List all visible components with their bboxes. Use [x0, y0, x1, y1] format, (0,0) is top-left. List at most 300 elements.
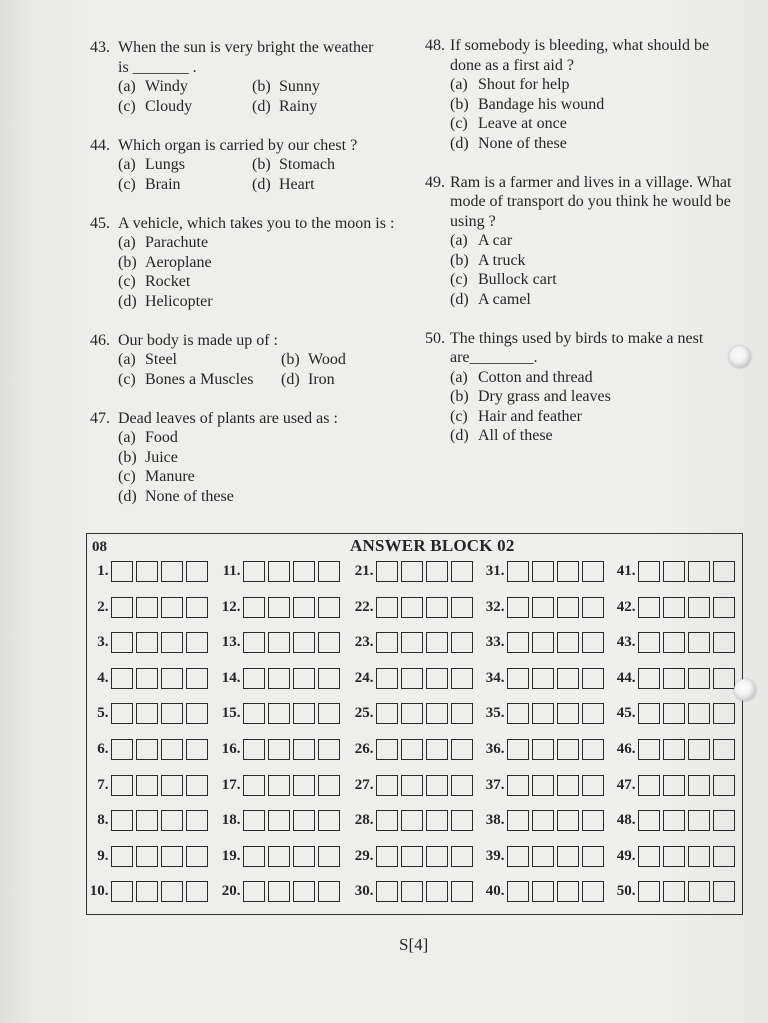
answer-box — [401, 810, 423, 831]
answer-box — [243, 597, 265, 618]
answer-item — [217, 775, 340, 796]
answer-box — [507, 775, 529, 796]
answer-box — [532, 775, 554, 796]
answer-box — [111, 597, 133, 618]
answer-box — [243, 775, 265, 796]
right-question-column — [425, 36, 731, 465]
answer-item — [85, 775, 208, 796]
answer-number: 41. — [616, 563, 636, 579]
answer-box — [638, 846, 660, 867]
answer-box — [507, 668, 529, 689]
option-text: Cotton and thread — [478, 368, 593, 386]
question-number: 46. — [90, 331, 110, 349]
answer-box — [713, 739, 735, 760]
answer-number: 30. — [354, 883, 374, 900]
question-line — [425, 212, 731, 232]
answer-box — [136, 703, 158, 724]
answer-box — [451, 668, 473, 689]
answer-item — [350, 810, 473, 831]
question-46 — [90, 331, 394, 390]
answer-box — [136, 739, 158, 760]
option-c — [118, 97, 252, 117]
answer-box — [638, 703, 660, 724]
answer-box — [186, 561, 208, 582]
question-line — [90, 214, 394, 234]
answer-box — [186, 597, 208, 618]
option-text: Food — [145, 429, 178, 446]
answer-box — [186, 668, 208, 689]
answer-item — [217, 810, 340, 831]
answer-box — [161, 810, 183, 831]
answer-box — [557, 810, 579, 831]
answer-box — [582, 846, 604, 867]
answer-box — [638, 881, 660, 902]
answer-box — [268, 632, 290, 653]
answer-number: 38. — [485, 812, 505, 829]
option-label: (d) — [118, 487, 137, 505]
answer-box — [582, 668, 604, 689]
answer-box — [376, 775, 398, 796]
answer-box — [557, 561, 579, 582]
answer-number: 22. — [354, 598, 374, 615]
answer-box — [376, 810, 398, 831]
left-question-column — [90, 38, 394, 526]
answer-item — [85, 881, 208, 902]
answer-number: 44. — [616, 669, 636, 686]
answer-box — [451, 881, 473, 902]
answer-number: 45. — [616, 705, 636, 722]
answer-box — [401, 739, 423, 760]
answer-number: 7. — [97, 776, 109, 793]
option-text: Aeroplane — [145, 253, 212, 271]
answer-box — [293, 597, 315, 618]
option-label: (b) — [252, 78, 271, 95]
answer-number: 8. — [97, 812, 109, 829]
answer-box — [451, 775, 473, 796]
answer-box — [318, 775, 340, 796]
question-47 — [90, 409, 394, 507]
answer-box — [376, 739, 398, 760]
answer-box — [663, 739, 685, 760]
answer-number: 25. — [354, 705, 374, 722]
answer-item — [612, 881, 735, 902]
answer-number: 21. — [354, 563, 374, 579]
answer-box — [111, 846, 133, 867]
option-a — [118, 77, 252, 97]
answer-box — [161, 775, 183, 796]
option-label: (b) — [281, 351, 300, 368]
answer-box — [111, 703, 133, 724]
answer-item — [217, 881, 340, 902]
option-b — [281, 350, 346, 370]
option-b — [252, 77, 320, 97]
answer-box — [243, 881, 265, 902]
answer-box — [376, 561, 398, 582]
answer-box — [557, 668, 579, 689]
question-line — [425, 36, 731, 56]
answer-box — [268, 668, 290, 689]
answer-box — [136, 846, 158, 867]
option-d — [450, 134, 731, 154]
answer-item — [481, 668, 604, 689]
answer-box — [243, 632, 265, 653]
answer-box — [532, 881, 554, 902]
answer-box — [557, 881, 579, 902]
answer-item — [85, 597, 208, 618]
answer-number: 15. — [221, 705, 241, 722]
answer-box — [507, 597, 529, 618]
answer-box — [376, 881, 398, 902]
option-label: (b) — [450, 388, 469, 405]
answer-box — [401, 775, 423, 796]
answer-number: 40. — [485, 883, 505, 900]
answer-box — [451, 703, 473, 724]
options — [90, 155, 394, 194]
option-text: Brain — [145, 175, 181, 193]
answer-box — [111, 632, 133, 653]
answer-box — [713, 846, 735, 867]
option-text: Bandage his wound — [478, 95, 605, 113]
option-label: (a) — [118, 429, 136, 446]
answer-number: 9. — [97, 847, 109, 864]
answer-box — [186, 810, 208, 831]
answer-box — [582, 739, 604, 760]
option-label: (c) — [450, 115, 468, 132]
answer-box — [318, 846, 340, 867]
answer-box — [293, 881, 315, 902]
answer-box — [638, 810, 660, 831]
answer-item — [85, 810, 208, 831]
answer-item — [350, 703, 473, 724]
answer-box — [507, 810, 529, 831]
answer-number: 33. — [485, 634, 505, 651]
page-code: S[4] — [399, 935, 429, 954]
answer-item — [612, 739, 735, 760]
answer-box — [293, 668, 315, 689]
question-number: 43. — [90, 39, 110, 56]
answer-box — [293, 739, 315, 760]
answer-item — [217, 739, 340, 760]
option-text: None of these — [145, 487, 234, 505]
answer-box — [243, 846, 265, 867]
option-c — [118, 272, 394, 292]
options — [425, 75, 731, 153]
option-label: (a) — [450, 76, 468, 93]
option-label: (d) — [118, 292, 137, 310]
answer-box — [713, 703, 735, 724]
answer-box — [401, 597, 423, 618]
answer-number: 24. — [354, 669, 374, 686]
answer-number: 28. — [354, 812, 374, 829]
question-line — [425, 173, 731, 193]
answer-box — [426, 846, 448, 867]
answer-box — [451, 810, 473, 831]
answer-box — [557, 703, 579, 724]
answer-box — [713, 775, 735, 796]
answer-box — [713, 561, 735, 582]
answer-box — [663, 775, 685, 796]
question-43 — [90, 38, 394, 116]
question-text: are________. — [450, 349, 538, 366]
answer-box — [161, 846, 183, 867]
question-number: 44. — [90, 136, 110, 154]
question-line — [90, 136, 394, 156]
question-number: 48. — [425, 37, 445, 54]
answer-box — [663, 810, 685, 831]
answer-box — [268, 881, 290, 902]
option-label: (c) — [118, 97, 136, 115]
option-label: (c) — [118, 175, 136, 193]
answer-box — [293, 846, 315, 867]
answer-box — [638, 668, 660, 689]
options — [425, 368, 731, 446]
answer-box — [688, 881, 710, 902]
answer-item — [85, 561, 208, 582]
answer-number: 23. — [354, 634, 374, 651]
option-label: (a) — [118, 351, 136, 368]
answer-box — [161, 881, 183, 902]
option-text: All of these — [478, 427, 553, 444]
answer-box — [532, 597, 554, 618]
answer-box — [111, 668, 133, 689]
option-label: (d) — [450, 427, 469, 444]
answer-box — [243, 703, 265, 724]
option-c — [450, 407, 731, 427]
option-a — [118, 428, 394, 448]
answer-box — [582, 632, 604, 653]
option-label: (a) — [118, 234, 136, 251]
answer-box — [557, 632, 579, 653]
answer-box — [638, 597, 660, 618]
option-text: Hair and feather — [478, 407, 582, 425]
option-a — [450, 75, 731, 95]
question-line — [425, 329, 731, 349]
question-line — [90, 38, 394, 58]
answer-box — [507, 739, 529, 760]
answer-number: 35. — [485, 705, 505, 722]
answer-number: 37. — [485, 776, 505, 793]
answer-number: 49. — [616, 847, 636, 864]
question-text: mode of transport do you think he would be — [450, 193, 731, 210]
answer-box — [638, 561, 660, 582]
answer-box — [532, 739, 554, 760]
option-text: A truck — [478, 251, 526, 269]
option-c — [118, 175, 252, 195]
answer-box — [268, 739, 290, 760]
question-text: Dead leaves of plants are used as : — [118, 409, 338, 427]
answer-number: 27. — [354, 776, 374, 793]
answer-block-code: 08 — [92, 539, 107, 555]
answer-box — [136, 561, 158, 582]
question-text: When the sun is very bright the weather — [118, 39, 374, 56]
answer-box — [638, 775, 660, 796]
option-b — [118, 448, 394, 468]
answer-box — [186, 775, 208, 796]
answer-box — [713, 881, 735, 902]
option-text: Parachute — [145, 234, 209, 251]
option-label: (c) — [118, 273, 136, 290]
answer-box — [638, 632, 660, 653]
answer-box — [161, 561, 183, 582]
answer-item — [481, 846, 604, 867]
answer-number: 47. — [616, 776, 636, 793]
answer-box — [451, 739, 473, 760]
option-label: (c) — [450, 407, 468, 425]
answer-box — [376, 597, 398, 618]
answer-item — [612, 632, 735, 653]
options — [90, 77, 394, 116]
answer-number: 2. — [97, 598, 109, 615]
answer-item — [481, 739, 604, 760]
answer-box — [663, 881, 685, 902]
answer-box — [426, 632, 448, 653]
answer-number: 16. — [221, 741, 241, 757]
answer-item — [85, 846, 208, 867]
answer-number: 50. — [616, 883, 636, 900]
answer-box — [243, 668, 265, 689]
answer-box — [243, 739, 265, 760]
answer-item — [612, 703, 735, 724]
answer-box — [401, 881, 423, 902]
answer-item — [481, 703, 604, 724]
answer-box — [451, 632, 473, 653]
answer-box — [532, 703, 554, 724]
question-49 — [425, 173, 731, 310]
option-text: Lungs — [145, 156, 185, 173]
answer-item — [85, 668, 208, 689]
option-label: (d) — [252, 175, 271, 193]
question-text: If somebody is bleeding, what should be — [450, 37, 710, 54]
answer-number: 34. — [485, 669, 505, 686]
option-label: (d) — [281, 370, 300, 388]
option-label: (b) — [450, 251, 469, 269]
answer-number: 43. — [616, 634, 636, 651]
answer-number: 17. — [221, 776, 241, 793]
answer-box — [426, 668, 448, 689]
answer-number: 6. — [97, 741, 109, 757]
question-line — [425, 348, 731, 368]
answer-box — [111, 739, 133, 760]
answer-box — [161, 668, 183, 689]
answer-number: 1. — [97, 563, 109, 579]
answer-box — [663, 632, 685, 653]
answer-number: 36. — [485, 741, 505, 757]
answer-box — [136, 881, 158, 902]
answer-box — [557, 775, 579, 796]
option-label: (d) — [450, 134, 469, 152]
answer-box — [136, 810, 158, 831]
answer-number: 4. — [97, 669, 109, 686]
answer-box — [401, 703, 423, 724]
answer-box — [318, 881, 340, 902]
answer-box — [582, 810, 604, 831]
answer-box — [318, 597, 340, 618]
answer-item — [612, 597, 735, 618]
answer-box — [161, 632, 183, 653]
answer-box — [136, 632, 158, 653]
answer-item — [481, 810, 604, 831]
option-d — [252, 175, 335, 195]
answer-item — [481, 597, 604, 618]
option-text: Juice — [145, 448, 178, 466]
options — [425, 231, 731, 309]
answer-box — [663, 703, 685, 724]
answer-item — [217, 846, 340, 867]
answer-number: 39. — [485, 847, 505, 864]
answer-box — [426, 810, 448, 831]
option-label: (a) — [118, 156, 136, 173]
option-a — [450, 231, 731, 251]
answer-box — [376, 846, 398, 867]
answer-box — [688, 597, 710, 618]
question-text: The things used by birds to make a nest — [450, 329, 704, 347]
answer-box — [582, 597, 604, 618]
answer-box — [532, 846, 554, 867]
question-text: done as a first aid ? — [450, 56, 574, 74]
answer-number: 11. — [222, 563, 241, 579]
option-label: (c) — [118, 468, 136, 485]
answer-box — [688, 739, 710, 760]
answer-box — [532, 810, 554, 831]
option-label: (a) — [450, 368, 468, 386]
option-c — [118, 467, 394, 487]
answer-number: 13. — [221, 634, 241, 651]
answer-box — [293, 810, 315, 831]
options — [90, 428, 394, 506]
answer-box — [111, 810, 133, 831]
option-text: Manure — [145, 468, 195, 485]
answer-item — [350, 775, 473, 796]
answer-box — [713, 632, 735, 653]
answer-box — [663, 668, 685, 689]
question-number: 45. — [90, 214, 110, 232]
option-text: Rainy — [279, 97, 318, 115]
option-text: Cloudy — [145, 97, 193, 115]
question-number: 47. — [90, 409, 110, 427]
answer-item — [217, 632, 340, 653]
answer-box — [186, 881, 208, 902]
option-text: Leave at once — [478, 115, 567, 132]
answer-box — [268, 810, 290, 831]
answer-box — [293, 775, 315, 796]
answer-box — [713, 810, 735, 831]
answer-box — [557, 597, 579, 618]
answer-box — [318, 668, 340, 689]
option-label: (d) — [450, 290, 469, 308]
option-c — [450, 270, 731, 290]
answer-box — [663, 561, 685, 582]
answer-box — [532, 632, 554, 653]
punch-hole — [729, 346, 751, 368]
answer-box — [451, 846, 473, 867]
answer-box — [663, 597, 685, 618]
answer-number: 46. — [616, 741, 636, 757]
answer-box — [136, 597, 158, 618]
answer-box — [243, 561, 265, 582]
answer-box — [293, 703, 315, 724]
option-b — [252, 155, 335, 175]
option-text: Steel — [145, 351, 177, 368]
option-text: A car — [478, 232, 513, 249]
option-text: Stomach — [279, 156, 335, 173]
answer-item — [217, 703, 340, 724]
answer-item — [481, 632, 604, 653]
answer-box — [582, 881, 604, 902]
answer-box — [557, 739, 579, 760]
answer-box — [376, 632, 398, 653]
answer-box — [376, 668, 398, 689]
question-line — [90, 409, 394, 429]
